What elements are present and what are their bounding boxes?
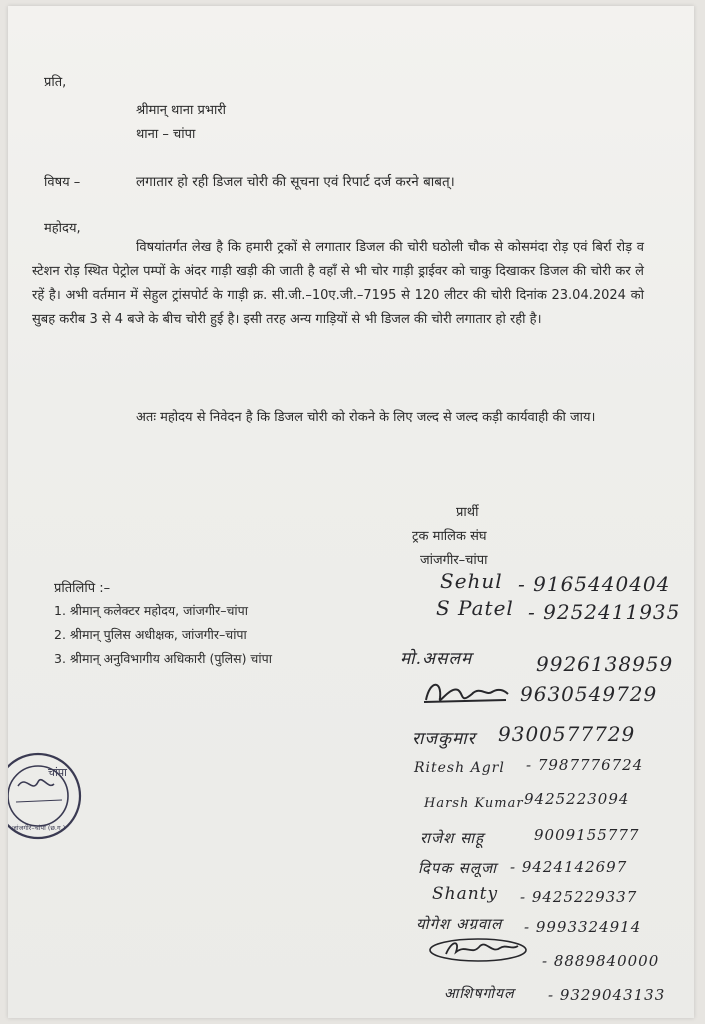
copy-item-1: 1. श्रीमान् कलेक्टर महोदय, जांजगीर–चांपा [54,603,249,618]
letter-page [8,6,694,1018]
recipient-line-1: श्रीमान् थाना प्रभारी [136,103,227,118]
signature-phone: - 9165440404 [518,572,671,596]
signature-name: Sehul [440,569,503,593]
signature-phone: 9009155777 [534,826,640,844]
signature-phone: - 9424142697 [510,858,628,876]
recipient-line-2: थाना – चांपा [136,127,196,142]
to-label: प्रति, [44,75,67,90]
subject-label: विषय – [44,175,81,190]
applicant-place: जांजगीर–चांपा [420,553,488,568]
signature-name: S Patel [436,596,514,620]
applicant-org: ट्रक मालिक संघ [412,529,487,544]
applicant-label: प्रार्थी [456,505,479,520]
subject-text: लगातार हो रही डिजल चोरी की सूचना एवं रिपार्ट दर्ज करने बाबत्। [136,174,455,190]
signature-phone: - 7987776724 [526,756,644,774]
signature-name: Ritesh Agrl [414,760,505,776]
signature-phone: 9300577729 [498,722,636,746]
signature-phone: - 9425229337 [520,888,638,906]
signature-phone: - 9329043133 [548,986,666,1004]
salutation: महोदय, [44,221,81,236]
body-paragraph-1: विषयांतर्गत लेख है कि हमारी ट्रकों से लगातार डिजल की चोरी घठोली चौक से कोसमंदा रोड़ एवं बिर्रा रोड़ व स्टेशन रोड़ स्थित पेट्रोल पम्पों के अंदर गाड़ी खड़ी की जाती है वहाँ से भी चोर गाड़ी ड्राईवर को चाकु दिखाकर डिजल की चोरी कर ले रहें है। अभी वर्तमान में सेहुल ट्रांसपोर्ट के गाड़ी क्र. सी.जी.–10ए.जी.–7195 से 120 लीटर की चोरी दिनांक 23.04.2024 को सुबह करीब 3 से 4 बजे के बीच चोरी हुई है। इसी तरह अन्य गाड़ियों से भी डिजल की चोरी लगातार हो रही है। [32,240,644,327]
signature-phone: - 9252411935 [528,600,681,624]
signature-name: मो.असलम [400,649,473,669]
stamp-text-bottom: जांजगीर–चांपा (छ.ग.) [12,824,66,832]
copy-label: प्रतिलिपि :– [54,581,111,596]
signature-phone: - 9993324914 [524,918,642,936]
signature-name: Harsh Kumar [424,796,524,811]
signature-name: योगेश अग्रवाल [416,915,503,933]
scribbled-signature [426,934,536,964]
copy-item-2: 2. श्रीमान् पुलिस अधीक्षक, जांजगीर–चांपा [54,627,247,642]
signature-name: राजेश साहू [420,829,485,847]
signature-phone: 9425223094 [524,790,630,808]
signature-name: आशिषगोयल [444,986,515,1002]
signature-phone: 9926138959 [536,652,674,676]
signature-phone: - 8889840000 [542,952,660,970]
body-paragraph-2: अतः महोदय से निवेदन है कि डिजल चोरी को रोकने के लिए जल्द से जल्द कड़ी कार्यवाही की जाय। [136,410,596,425]
scribbled-signature [420,676,512,710]
copy-item-3: 3. श्रीमान् अनुविभागीय अधिकारी (पुलिस) चांपा [54,651,272,666]
signature-name: राजकुमार [412,729,476,749]
stamp-text-top: चांपा [48,766,67,779]
police-stamp [8,746,94,846]
signature-phone: 9630549729 [520,682,658,706]
signature-name: दिपक सलूजा [418,859,497,877]
signature-name: Shanty [432,884,499,904]
